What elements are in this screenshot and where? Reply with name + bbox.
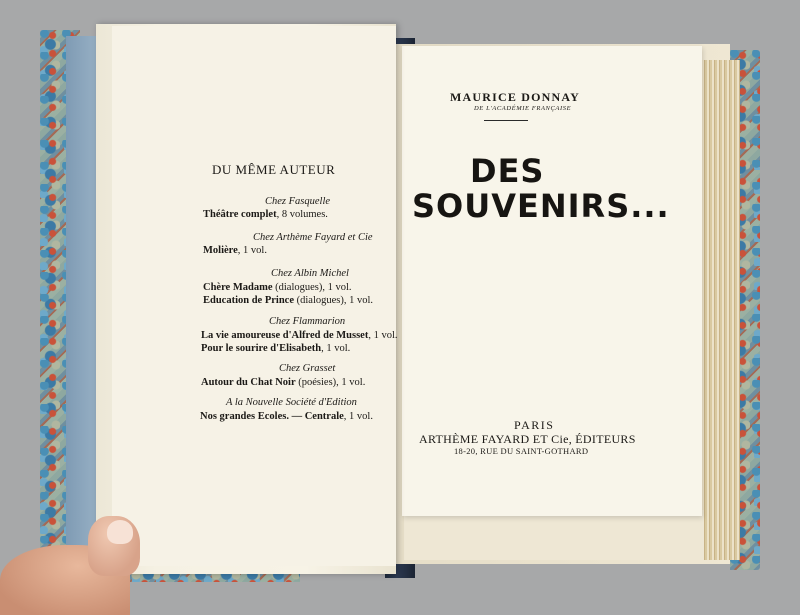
imprint-publisher: ARTHÈME FAYARD ET Cie, ÉDITEURS — [419, 432, 636, 446]
work-entry: Nos grandes Ecoles. — Centrale, 1 vol. — [200, 411, 373, 422]
publisher-label: Chez Flammarion — [269, 316, 346, 327]
book-title-line-1: DES — [470, 152, 545, 190]
title-rule — [484, 120, 528, 121]
author-affiliation: DE L'ACADÉMIE FRANÇAISE — [474, 105, 572, 112]
work-entry: La vie amoureuse d'Alfred de Musset, 1 vol. — [201, 330, 398, 341]
publisher-label: Chez Grasset — [279, 363, 336, 374]
work-entry: Pour le sourire d'Elisabeth, 1 vol. — [201, 343, 351, 354]
left-heading: DU MÊME AUTEUR — [212, 162, 336, 177]
publisher-label: Chez Arthème Fayard et Cie — [253, 232, 373, 243]
deckle-edges — [700, 60, 740, 560]
work-entry: Théâtre complet, 8 volumes. — [203, 209, 328, 220]
work-entry: Autour du Chat Noir (poésies), 1 vol. — [201, 377, 366, 388]
work-entry: Chère Madame (dialogues), 1 vol. — [203, 282, 352, 293]
publisher-label: A la Nouvelle Société d'Edition — [226, 397, 357, 408]
page-right-lower-sheet — [404, 510, 704, 560]
thumbnail-nail — [107, 520, 133, 544]
imprint-address: 18-20, RUE DU SAINT-GOTHARD — [454, 446, 589, 456]
work-entry: Molière, 1 vol. — [203, 245, 267, 256]
book-title-line-2: SOUVENIRS... — [412, 187, 670, 225]
publisher-label: Chez Albin Michel — [271, 268, 349, 279]
work-entry: Education de Prince (dialogues), 1 vol. — [203, 295, 374, 306]
author-name: MAURICE DONNAY — [450, 90, 581, 104]
publisher-label: Chez Fasquelle — [265, 196, 331, 207]
imprint-city: PARIS — [514, 418, 555, 432]
